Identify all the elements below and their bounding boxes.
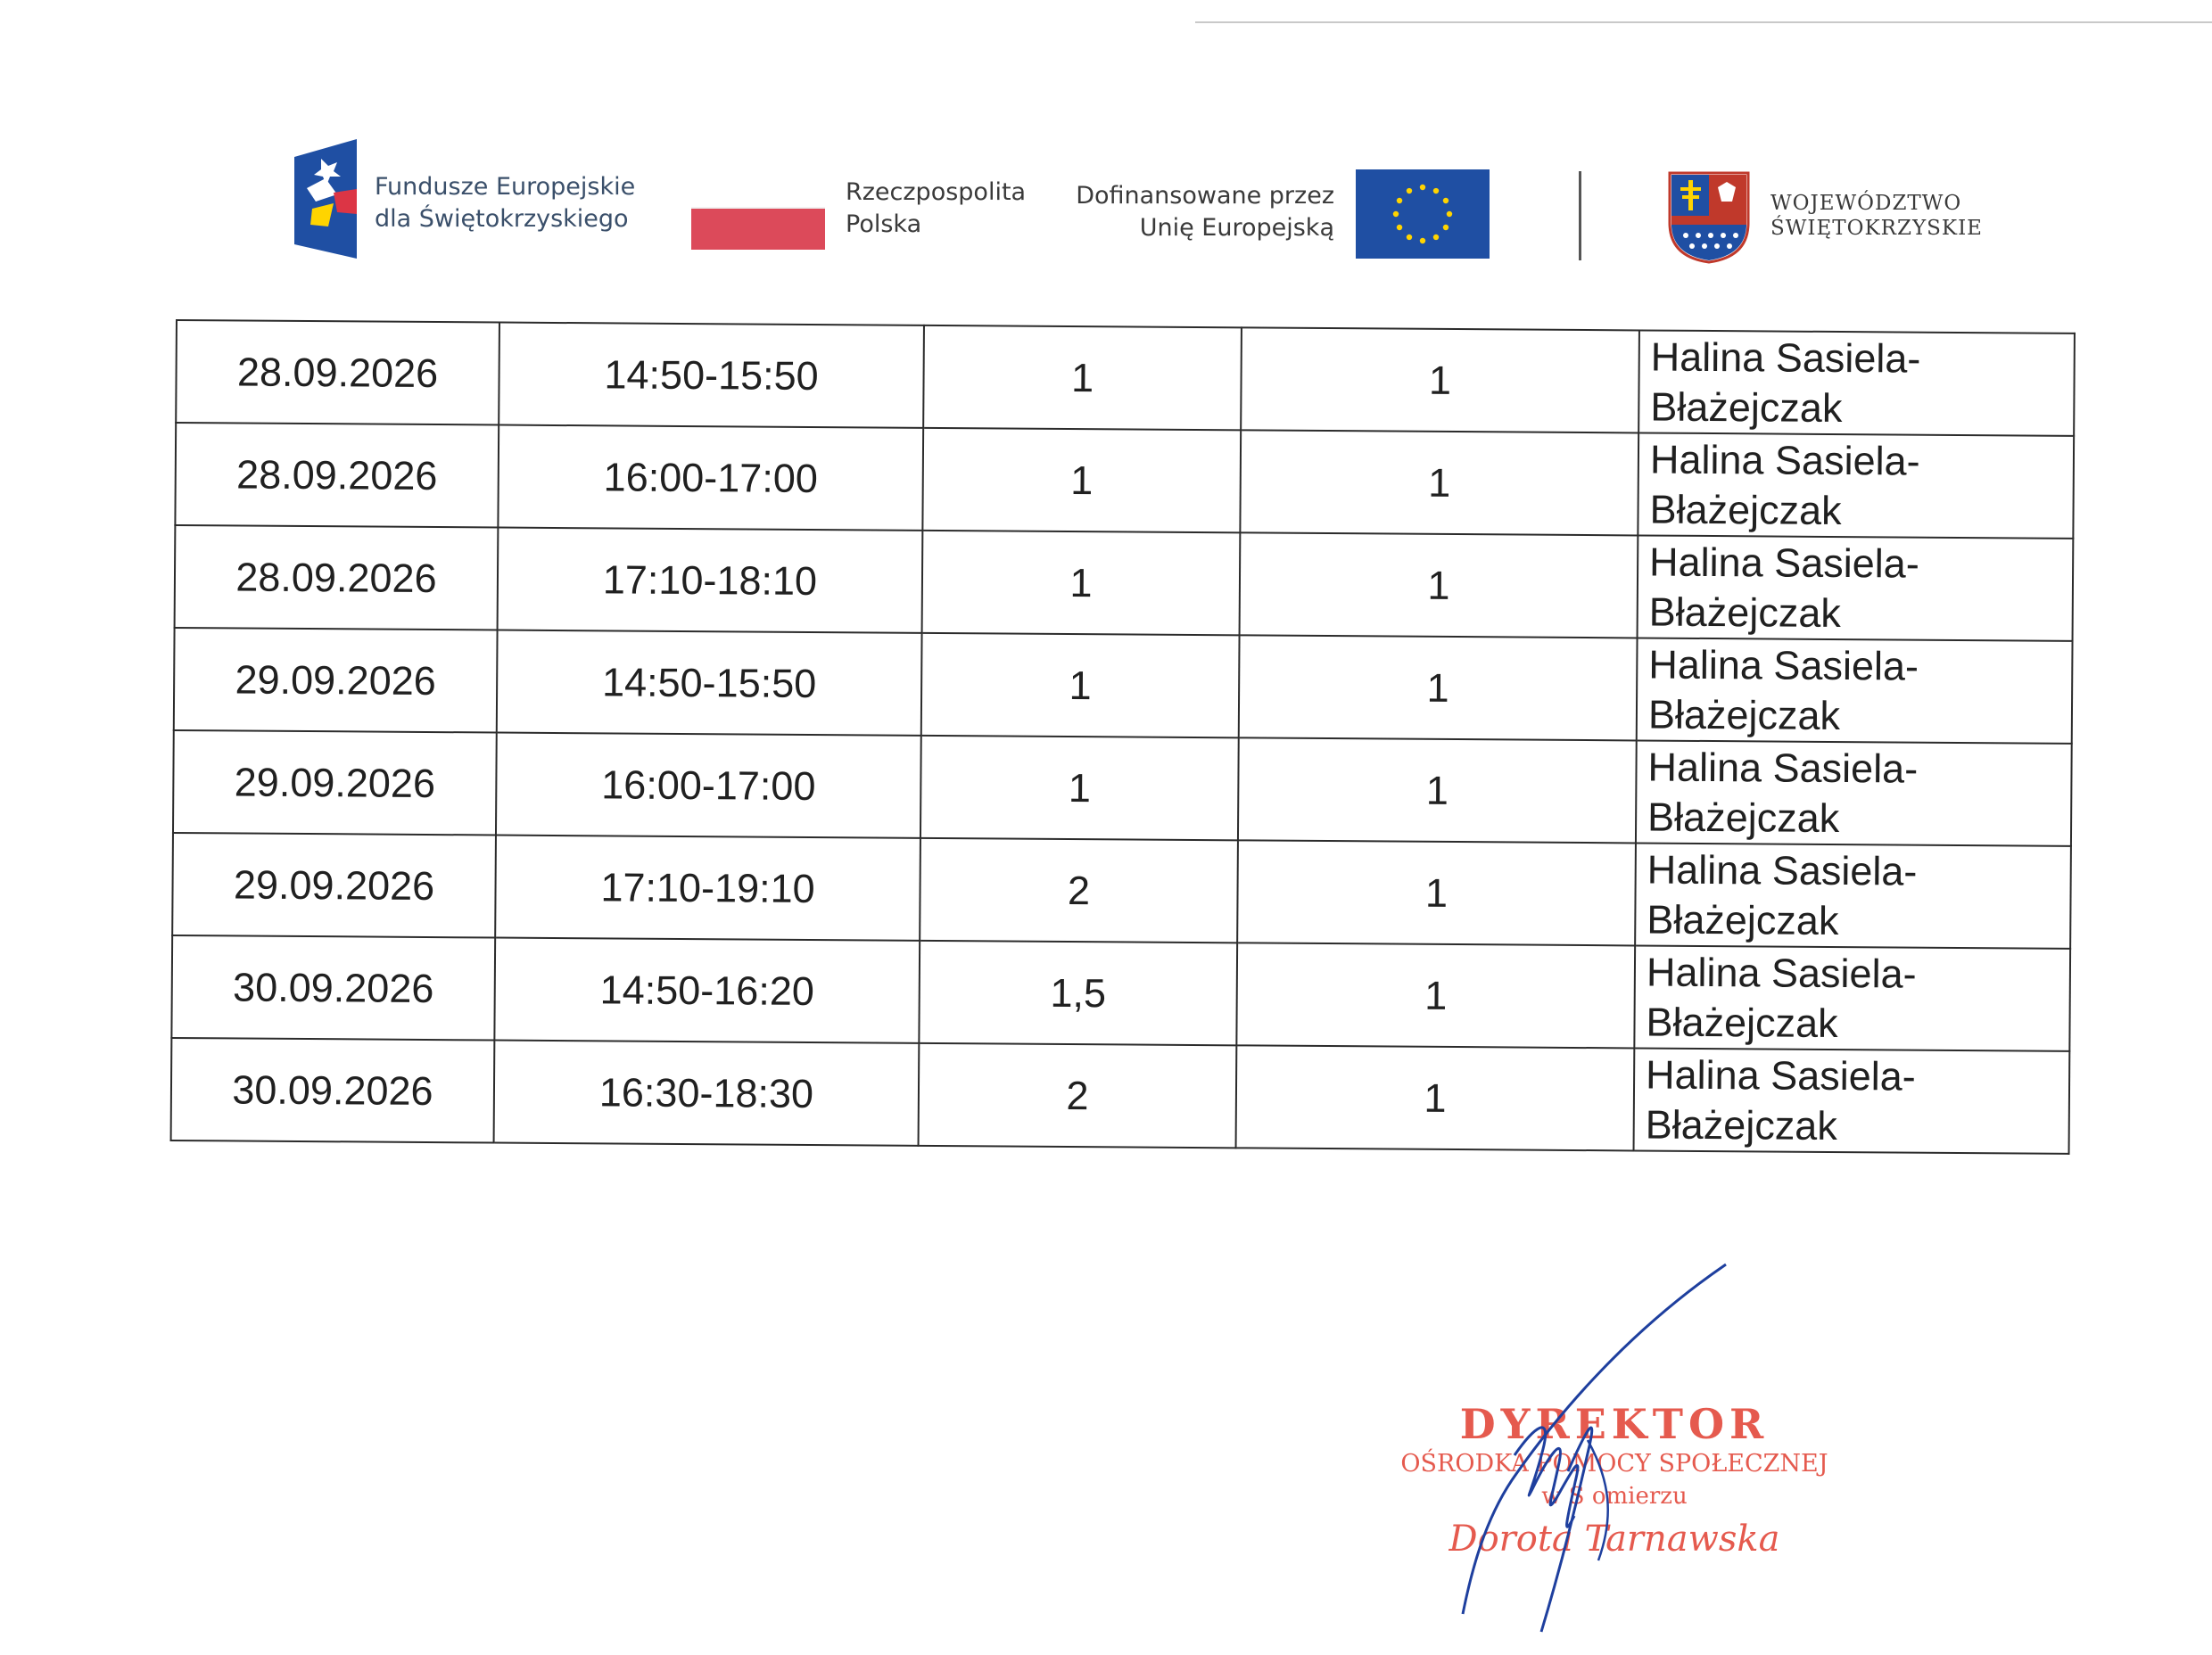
instructor-name-line: Halina Sasiela- (1649, 436, 1920, 484)
eu-star-icon (1433, 188, 1439, 193)
instructor-name-line: Błażejczak (1647, 691, 1841, 738)
instructor-name-line: Halina Sasiela- (1648, 641, 1919, 689)
eu-star-icon (1420, 185, 1425, 190)
instructor-name-line: Błażejczak (1647, 896, 1839, 943)
time-cell: 17:10-19:10 (495, 836, 920, 941)
stamp-location: w S omierzu (1541, 1483, 1688, 1510)
people-count-cell: 1 (1239, 635, 1638, 740)
date-cell: 28.09.2026 (176, 320, 499, 425)
instructor-cell (1638, 535, 2074, 640)
pl-line-2: Polska (846, 210, 922, 238)
table-row (174, 628, 2073, 744)
eu-star-icon (1447, 211, 1452, 217)
date-cell: 30.09.2026 (171, 935, 495, 1041)
eu-star-icon (1407, 188, 1412, 193)
ws-line-1: WOJEWÓDZTWO (1770, 192, 1962, 215)
eu-star-icon (1397, 198, 1402, 203)
stamp-name: Dorota Tarnawska (1449, 1519, 1780, 1560)
eu-star-icon (1443, 198, 1449, 203)
pl-line-1: Rzeczpospolita (846, 178, 1027, 206)
hours-cell: 1 (922, 531, 1241, 635)
instructor-name-line: Błażejczak (1650, 383, 1843, 431)
instructor-cell (1635, 843, 2071, 948)
people-count-cell: 1 (1238, 737, 1637, 843)
date-cell: 28.09.2026 (175, 423, 499, 528)
instructor-name-line: Błażejczak (1649, 486, 1842, 533)
table-row (175, 525, 2074, 641)
date-cell: 28.09.2026 (175, 525, 499, 630)
eu-star-icon (1397, 225, 1402, 230)
rzeczpospolita-text (846, 177, 1026, 241)
instructor-name-line: Halina Sasiela- (1645, 1051, 1916, 1099)
polish-flag-icon (691, 207, 825, 250)
stamp-title: DYREKTOR (1459, 1400, 1770, 1448)
instructor-name-line: Błażejczak (1648, 589, 1842, 636)
time-cell: 14:50-15:50 (499, 323, 924, 428)
eu-star-icon (1443, 225, 1449, 230)
instructor-name-line: Halina Sasiela- (1650, 333, 1921, 382)
wojewodztwo-text (1770, 191, 1983, 241)
instructor-name-line: Błażejczak (1645, 1101, 1838, 1149)
people-count-cell: 1 (1240, 430, 1638, 535)
table-row (175, 423, 2074, 539)
instructor-cell (1638, 432, 2074, 538)
stamp-institution: OŚRODKA POMOCY SPOŁECZNEJ (1400, 1450, 1828, 1478)
schedule-table (170, 319, 2076, 1155)
people-count-cell: 1 (1237, 840, 1636, 945)
date-cell: 29.09.2026 (173, 730, 497, 836)
table-row (172, 833, 2071, 949)
hours-cell: 1 (923, 325, 1242, 430)
ws-line-2: ŚWIĘTOKRZYSKIE (1770, 217, 1983, 240)
table-row (176, 320, 2075, 436)
people-count-cell: 1 (1236, 943, 1635, 1048)
hours-cell: 1,5 (919, 941, 1237, 1045)
instructor-name-line: Halina Sasiela- (1646, 949, 1917, 997)
instructor-cell (1634, 1048, 2070, 1153)
fundusze-europejskie-logo-icon (294, 139, 357, 259)
instructor-name-line: Błażejczak (1646, 999, 1838, 1046)
time-cell: 14:50-15:50 (497, 630, 922, 736)
table-row (171, 935, 2070, 1051)
people-count-cell: 1 (1240, 532, 1638, 638)
schedule-table-body (171, 320, 2075, 1154)
fe-line-2: dla Świętokrzyskiego (375, 205, 629, 233)
instructor-cell (1638, 330, 2075, 435)
logo-separator (1579, 171, 1581, 260)
eu-star-icon (1393, 211, 1399, 217)
fe-line-1: Fundusze Europejskie (375, 173, 636, 201)
instructor-cell (1636, 740, 2072, 845)
table-row (173, 730, 2072, 846)
hours-cell: 2 (920, 838, 1238, 943)
time-cell: 16:30-18:30 (494, 1041, 920, 1146)
hours-cell: 1 (921, 633, 1240, 737)
instructor-name-line: Halina Sasiela- (1647, 744, 1919, 792)
eu-line-1: Dofinansowane przez (1076, 182, 1334, 210)
logo-bar (0, 134, 2212, 268)
people-count-cell: 1 (1236, 1045, 1635, 1150)
time-cell: 16:00-17:00 (498, 425, 923, 531)
hours-cell: 2 (919, 1043, 1237, 1148)
hours-cell: 1 (920, 736, 1239, 840)
table-row (171, 1038, 2070, 1154)
instructor-cell (1634, 945, 2070, 1050)
instructor-cell (1637, 638, 2073, 743)
eu-star-icon (1420, 238, 1425, 243)
eu-flag-icon (1356, 169, 1490, 259)
date-cell: 29.09.2026 (172, 833, 496, 938)
eu-cofinanced-text (1035, 180, 1334, 244)
time-cell: 17:10-18:10 (498, 528, 923, 633)
fundusze-europejskie-text (375, 171, 635, 235)
instructor-name-line: Błażejczak (1647, 794, 1840, 841)
date-cell: 30.09.2026 (171, 1038, 495, 1143)
eu-star-icon (1433, 235, 1439, 240)
date-cell: 29.09.2026 (174, 628, 498, 733)
instructor-name-line: Halina Sasiela- (1647, 846, 1918, 894)
people-count-cell: 1 (1241, 327, 1639, 432)
time-cell: 14:50-16:20 (494, 938, 920, 1043)
top-scan-line (1195, 21, 2212, 23)
eu-star-icon (1407, 235, 1412, 240)
eu-line-2: Unię Europejską (1139, 214, 1334, 242)
handwritten-signature (1409, 1248, 1766, 1641)
time-cell: 16:00-17:00 (496, 733, 921, 838)
instructor-name-line: Halina Sasiela- (1648, 539, 1919, 587)
swietokrzyskie-coat-of-arms-icon (1668, 171, 1750, 264)
hours-cell: 1 (922, 428, 1241, 532)
